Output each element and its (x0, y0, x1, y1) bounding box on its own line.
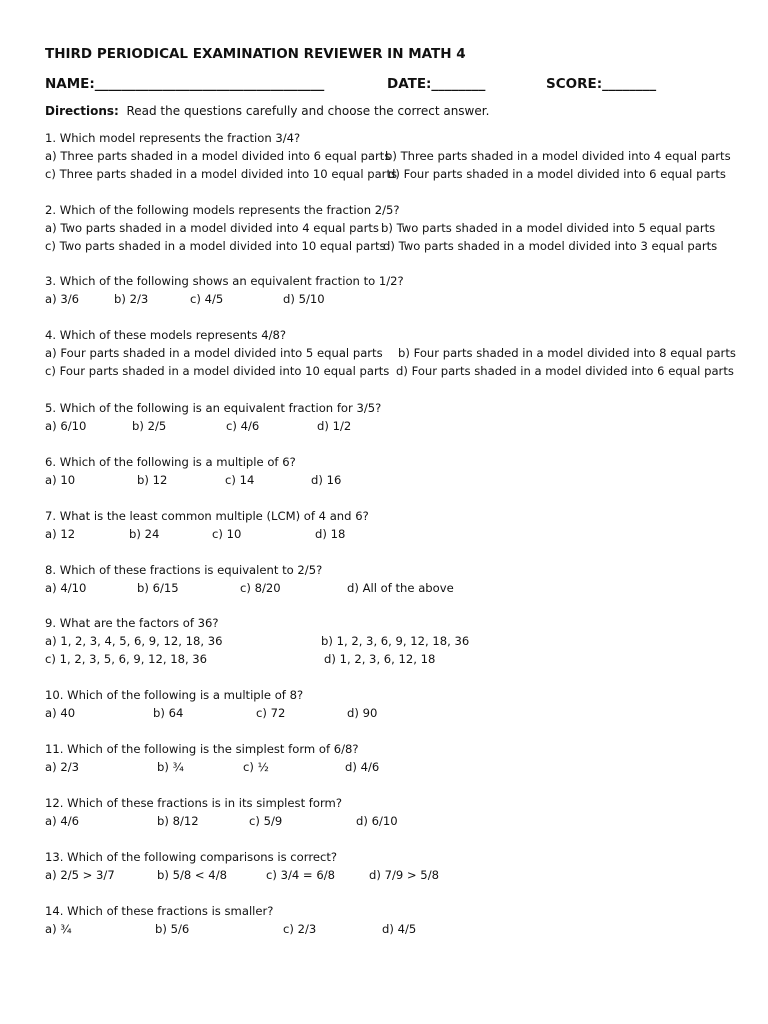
answer-option-a[interactable]: a) ¾ (45, 922, 72, 936)
answer-option-d[interactable]: d) Four parts shaded in a model divided into 6 equal parts (396, 364, 734, 378)
question-item (45, 563, 745, 599)
answer-option-b[interactable]: b) 8/12 (157, 814, 199, 828)
answer-option-c[interactable]: c) 3/4 = 6/8 (266, 868, 335, 882)
question-text: 11. Which of the following is the simplest form of 6/8? (45, 742, 359, 756)
answer-row (45, 221, 745, 239)
exam-title: THIRD PERIODICAL EXAMINATION REVIEWER IN MATH 4 (45, 46, 466, 62)
answer-option-d[interactable]: d) 7/9 > 5/8 (369, 868, 439, 882)
name-field: NAME:__________________________________ (45, 76, 325, 92)
date-field: DATE:________ (387, 76, 486, 92)
answer-option-d[interactable]: d) 1, 2, 3, 6, 12, 18 (324, 652, 436, 666)
answer-option-a[interactable]: a) 2/5 > 3/7 (45, 868, 115, 882)
answer-option-a[interactable]: a) Four parts shaded in a model divided into 5 equal parts (45, 346, 383, 360)
answer-option-c[interactable]: c) 8/20 (240, 581, 281, 595)
answer-option-b[interactable]: b) 5/6 (155, 922, 190, 936)
question-text: 9. What are the factors of 36? (45, 616, 219, 630)
answer-row (45, 292, 745, 310)
question-item (45, 904, 745, 940)
answer-option-d[interactable]: d) 5/10 (283, 292, 325, 306)
answer-row (45, 706, 745, 724)
question-text: 5. Which of the following is an equivalent fraction for 3/5? (45, 401, 382, 415)
question-text: 3. Which of the following shows an equivalent fraction to 1/2? (45, 274, 404, 288)
answer-option-a[interactable]: a) 12 (45, 527, 76, 541)
answer-option-a[interactable]: a) 10 (45, 473, 76, 487)
answer-row (45, 868, 745, 886)
question-text: 10. Which of the following is a multiple of 8? (45, 688, 304, 702)
question-item (45, 455, 745, 491)
answer-option-c[interactable]: c) Three parts shaded in a model divided into 10 equal parts (45, 167, 398, 181)
answer-option-d[interactable]: d) Two parts shaded in a model divided into 3 equal parts (383, 239, 718, 253)
answer-option-c[interactable]: c) 10 (212, 527, 242, 541)
answer-row (45, 652, 745, 670)
answer-option-c[interactable]: c) 4/6 (226, 419, 260, 433)
answer-row (45, 527, 745, 545)
answer-option-b[interactable]: b) Three parts shaded in a model divided into 4 equal parts (385, 149, 731, 163)
answer-option-b[interactable]: b) 2/5 (132, 419, 167, 433)
answer-option-c[interactable]: c) 1, 2, 3, 5, 6, 9, 12, 18, 36 (45, 652, 208, 666)
question-item (45, 401, 745, 437)
answer-option-c[interactable]: c) 14 (225, 473, 255, 487)
score-field: SCORE:________ (546, 76, 657, 92)
answer-option-a[interactable]: a) 2/3 (45, 760, 79, 774)
answer-option-b[interactable]: b) 12 (137, 473, 168, 487)
answer-option-a[interactable]: a) Three parts shaded in a model divided into 6 equal parts (45, 149, 391, 163)
answer-option-a[interactable]: a) 1, 2, 3, 4, 5, 6, 9, 12, 18, 36 (45, 634, 223, 648)
answer-option-a[interactable]: a) Two parts shaded in a model divided into 4 equal parts (45, 221, 379, 235)
question-item (45, 509, 745, 545)
question-item (45, 850, 745, 886)
answer-option-b[interactable]: b) 5/8 < 4/8 (157, 868, 227, 882)
question-item (45, 328, 745, 382)
question-item (45, 742, 745, 778)
answer-option-b[interactable]: b) 2/3 (114, 292, 149, 306)
answer-option-b[interactable]: b) Two parts shaded in a model divided into 5 equal parts (381, 221, 716, 235)
question-text: 6. Which of the following is a multiple of 6? (45, 455, 296, 469)
answer-option-c[interactable]: c) 5/9 (249, 814, 283, 828)
answer-option-a[interactable]: a) 6/10 (45, 419, 87, 433)
answer-option-d[interactable]: d) 6/10 (356, 814, 398, 828)
answer-row (45, 581, 745, 599)
answer-option-c[interactable]: c) Two parts shaded in a model divided into 10 equal parts (45, 239, 386, 253)
answer-row (45, 346, 745, 364)
answer-option-b[interactable]: b) ¾ (157, 760, 184, 774)
question-text: 1. Which model represents the fraction 3/4? (45, 131, 301, 145)
question-text: 13. Which of the following comparisons is correct? (45, 850, 338, 864)
answer-row (45, 473, 745, 491)
question-item (45, 688, 745, 724)
directions-label: Directions: (45, 104, 119, 118)
question-text: 14. Which of these fractions is smaller? (45, 904, 274, 918)
question-text: 7. What is the least common multiple (LCM) of 4 and 6? (45, 509, 369, 523)
directions (45, 104, 489, 118)
question-item (45, 274, 745, 310)
answer-option-d[interactable]: d) 16 (311, 473, 342, 487)
answer-option-d[interactable]: d) 4/5 (382, 922, 417, 936)
answer-option-a[interactable]: a) 3/6 (45, 292, 79, 306)
answer-option-d[interactable]: d) 18 (315, 527, 346, 541)
question-item (45, 796, 745, 832)
answer-option-c[interactable]: c) 4/5 (190, 292, 224, 306)
question-item (45, 616, 745, 670)
question-item (45, 203, 745, 257)
answer-option-d[interactable]: d) 90 (347, 706, 378, 720)
answer-option-b[interactable]: b) 64 (153, 706, 184, 720)
answer-option-b[interactable]: b) Four parts shaded in a model divided into 8 equal parts (398, 346, 736, 360)
answer-option-c[interactable]: c) ½ (243, 760, 269, 774)
answer-option-b[interactable]: b) 6/15 (137, 581, 179, 595)
answer-row (45, 364, 745, 382)
answer-row (45, 419, 745, 437)
answer-option-c[interactable]: c) 2/3 (283, 922, 317, 936)
answer-row (45, 760, 745, 778)
question-item (45, 131, 745, 185)
answer-row (45, 634, 745, 652)
question-text: 8. Which of these fractions is equivalent to 2/5? (45, 563, 323, 577)
answer-row (45, 922, 745, 940)
answer-option-a[interactable]: a) 40 (45, 706, 76, 720)
directions-text: Read the questions carefully and choose the correct answer. (126, 104, 490, 118)
answer-option-d[interactable]: d) 1/2 (317, 419, 352, 433)
question-text: 12. Which of these fractions is in its simplest form? (45, 796, 342, 810)
answer-option-d[interactable]: d) 4/6 (345, 760, 380, 774)
question-text: 2. Which of the following models represents the fraction 2/5? (45, 203, 400, 217)
answer-option-b[interactable]: b) 24 (129, 527, 160, 541)
answer-row (45, 239, 745, 257)
answer-option-c[interactable]: c) 72 (256, 706, 286, 720)
question-text: 4. Which of these models represents 4/8? (45, 328, 287, 342)
answer-option-c[interactable]: c) Four parts shaded in a model divided into 10 equal parts (45, 364, 390, 378)
answer-option-d[interactable]: d) All of the above (347, 581, 454, 595)
answer-row (45, 149, 745, 167)
answer-row (45, 167, 745, 185)
answer-option-d[interactable]: d) Four parts shaded in a model divided into 6 equal parts (388, 167, 726, 181)
answer-option-a[interactable]: a) 4/6 (45, 814, 79, 828)
answer-option-b[interactable]: b) 1, 2, 3, 6, 9, 12, 18, 36 (321, 634, 470, 648)
answer-option-a[interactable]: a) 4/10 (45, 581, 87, 595)
answer-row (45, 814, 745, 832)
